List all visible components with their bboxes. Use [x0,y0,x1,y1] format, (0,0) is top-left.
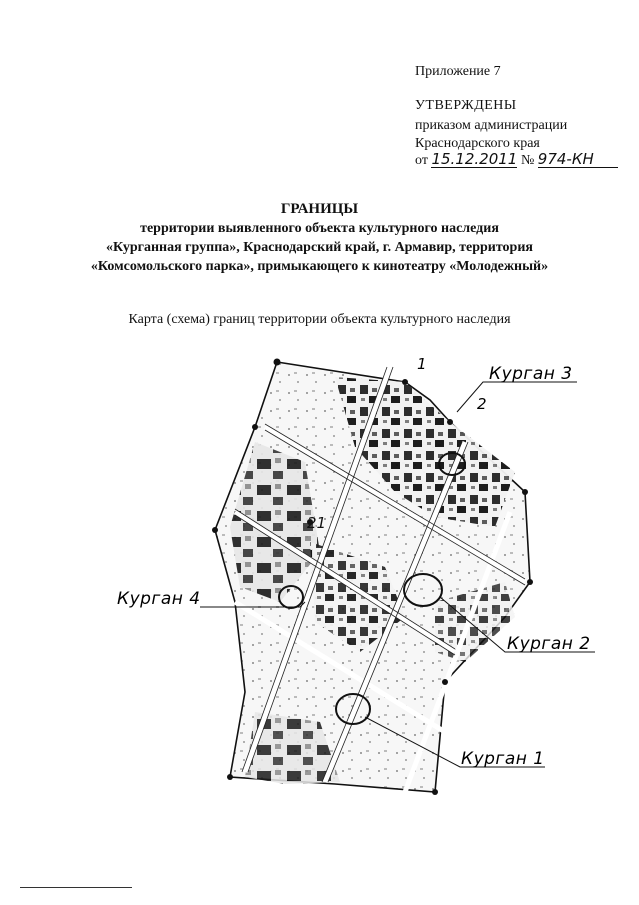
kurgan-4-label: Курган 4 [117,589,201,609]
document-title [0,200,639,276]
approval-authority-line2: Краснодарского края [415,136,540,151]
title-line-1: территории выявленного объекта культурного наследия [140,221,499,236]
appendix-label: Приложение 7 [415,64,501,79]
kurgan-1-label: Курган 1 [461,749,545,769]
boundary-point-21-label: 21 [307,514,327,532]
date-handwritten: 15.12.2011 [431,150,518,168]
title-heading: ГРАНИЦЫ [280,201,359,217]
title-line-3: «Комсомольского парка», примыкающего к кинотеатру «Молодежный» [90,259,549,274]
date-prefix: от [415,153,428,168]
boundary-point-1-label: 1 [417,355,427,373]
boundary-point-2-label: 2 [477,395,487,413]
kurgan-2-label: Курган 2 [507,634,591,654]
boundary-map [105,352,605,812]
approved-heading: УТВЕРЖДЕНЫ [415,98,517,113]
map-caption: Карта (схема) границ территории объекта культурного наследия [128,312,511,327]
title-line-2: «Курганная группа», Краснодарский край, г. Армавир, территория [106,240,533,255]
number-handwritten: 974-КН [538,152,618,168]
kurgan-3-label: Курган 3 [489,364,573,384]
footnote-divider [20,887,132,888]
approval-date-number [415,152,618,169]
number-prefix: № [520,153,535,168]
approval-authority-line1: приказом администрации [415,118,568,133]
